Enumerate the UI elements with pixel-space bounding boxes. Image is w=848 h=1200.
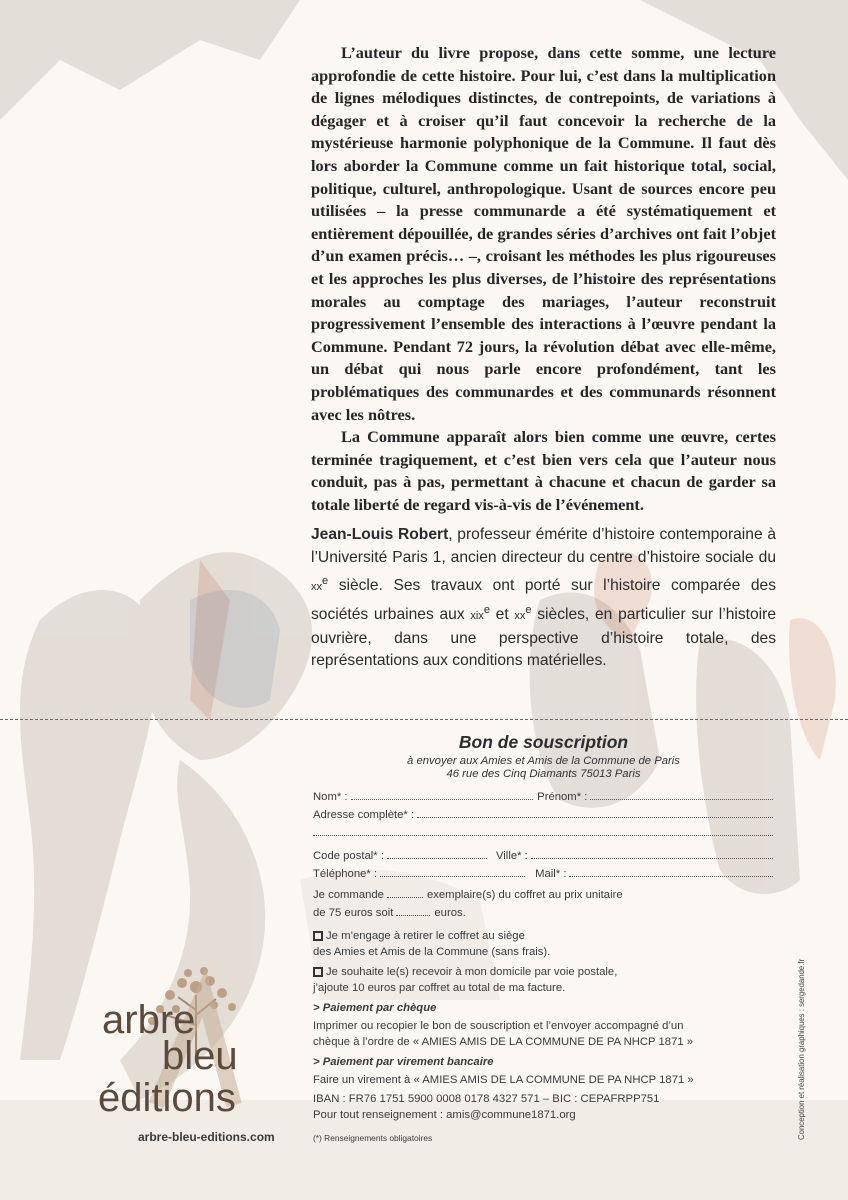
- form-address: [311, 755, 776, 781]
- bio-text-2: siècle. Ses travaux ont porté sur l’histoire comparée des sociétés urbaines aux: [311, 576, 776, 623]
- commande-text-d: euros.: [434, 907, 466, 919]
- design-credit: Conception et réalisation graphiques : sergedande.fr: [797, 958, 806, 1140]
- quantity-field[interactable]: [387, 888, 423, 898]
- author-bio: [311, 524, 776, 673]
- prenom-label: Prénom* :: [537, 791, 588, 803]
- century-xix: xix: [470, 609, 484, 622]
- contact-line: Pour tout renseignement : amis@commune1871.org: [313, 1109, 576, 1121]
- required-note: (*) Renseignements obligatoires: [313, 1133, 433, 1143]
- total-field[interactable]: [396, 906, 430, 916]
- commande-text-c: de 75 euros soit: [313, 907, 394, 919]
- option2-line-1: Je souhaite le(s) recevoir à mon domicile par voie postale,: [326, 966, 618, 978]
- cheque-line-2: chèque à l’ordre de « AMIES AMIS DE LA COMMUNE DE PA NHCP 1871 »: [313, 1036, 694, 1048]
- book-blurb: [311, 42, 776, 516]
- cheque-heading: > Paiement par chèque: [313, 1002, 437, 1014]
- arbre-bleu-logo: [94, 965, 279, 1135]
- mail-label: Mail* :: [535, 868, 567, 880]
- logo-line-2: bleu: [162, 1034, 238, 1078]
- sup-e-1: e: [322, 574, 329, 587]
- telephone-label: Téléphone* :: [313, 868, 378, 880]
- bio-text-1: , professeur émérite d’histoire contemporaine à l’Université Paris 1, ancien directeur du centre d’histoire sociale du: [311, 526, 776, 566]
- nom-field[interactable]: [351, 790, 534, 800]
- adresse-field-line-2[interactable]: [313, 826, 773, 836]
- form-address-line-2: 46 rue des Cinq Diamants 75013 Paris: [446, 768, 641, 780]
- virement-line: Faire un virement à « AMIES AMIS DE LA COMMUNE DE PA NHCP 1871 »: [313, 1074, 694, 1086]
- commande-text-a: Je commande: [313, 889, 384, 901]
- form-title: Bon de souscription: [458, 732, 629, 752]
- iban-line: IBAN : FR76 1751 5900 0008 0178 4327 571 – BIC : CEPAFRPP751: [313, 1093, 660, 1105]
- option1-line-1: Je m’engage à retirer le coffret au siège: [326, 930, 525, 942]
- sup-e-3: e: [525, 603, 532, 616]
- subscription-form: [313, 790, 777, 1146]
- form-address-line-1: à envoyer aux Amies et Amis de la Commune de Paris: [407, 755, 680, 767]
- option1-line-2: des Amies et Amis de la Commune (sans frais).: [313, 946, 551, 958]
- ville-field[interactable]: [531, 849, 773, 859]
- pickup-checkbox[interactable]: [313, 931, 323, 941]
- publisher-website[interactable]: arbre-bleu-editions.com: [138, 1130, 275, 1144]
- code-postal-field[interactable]: [387, 849, 487, 859]
- adresse-field[interactable]: [417, 808, 773, 818]
- prenom-field[interactable]: [590, 790, 773, 800]
- blurb-paragraph-2: La Commune apparaît alors bien comme une œuvre, certes terminée tragiquement, et c’est bien vers cela que l’auteur nous conduit, pas à pas, permettant à chacune et chacun de garder sa totale liberté de regard vis-à-vis de l’événement.: [311, 427, 776, 514]
- mail-field[interactable]: [569, 867, 773, 877]
- nom-label: Nom* :: [313, 791, 348, 803]
- logo-line-3: éditions: [98, 1076, 236, 1120]
- logo-line-1: arbre: [102, 998, 196, 1042]
- bio-text-4: siècles, en particulier sur l’histoire ouvrière, dans une perspective d’histoire totale, des représentations aux conditions matérielles.: [311, 605, 776, 670]
- author-name: Jean-Louis Robert: [311, 526, 449, 543]
- century-xx-b: xx: [514, 609, 526, 622]
- bio-text-3: et: [489, 605, 515, 623]
- cut-line: [0, 719, 848, 720]
- delivery-checkbox[interactable]: [313, 967, 323, 977]
- blurb-paragraph-1: L’auteur du livre propose, dans cette somme, une lecture approfondie de cette histoire. Pour lui, c’est dans la multiplication de lignes mélodiques distinctes, de contrepoints, de variations à dégager et à croiser qu’il faut concevoir la recherche de la mystérieuse harmonie polyphonique de la Commune. Il faut dès lors aborder la Commune comme un fait historique total, social, politique, culturel, anthropologique. Usant de sources encore peu utilisées – la presse communarde a été systématiquement et entièrement dépouillée, de grandes séries d’archives ont fait l’objet d’un examen précis… –, croisant les méthodes les plus rigoureuses et les approches les plus diverses, de l’histoire des représentations morales au comptage des mariages, l’auteur reconstruit progressivement l’ensemble des interactions à l’œuvre pendant la Commune. Pendant 72 jours, la révolution débat avec elle-même, un débat qui nous parle encore profondément, tant les problématiques des communardes et des communards résonnent avec les nôtres.: [311, 43, 776, 424]
- ville-label: Ville* :: [495, 850, 528, 862]
- cheque-line-1: Imprimer ou recopier le bon de souscription et l’envoyer accompagné d’un: [313, 1020, 684, 1032]
- telephone-field[interactable]: [380, 867, 525, 877]
- commande-text-b: exemplaire(s) du coffret au prix unitaire: [426, 889, 623, 901]
- virement-heading: > Paiement par virement bancaire: [313, 1056, 494, 1068]
- century-xx-a: xx: [311, 580, 322, 593]
- code-postal-label: Code postal* :: [313, 850, 384, 862]
- adresse-label: Adresse complète* :: [313, 809, 415, 821]
- sup-e-2: e: [483, 603, 490, 616]
- option2-line-2: j’ajoute 10 euros par coffret au total de ma facture.: [313, 982, 566, 994]
